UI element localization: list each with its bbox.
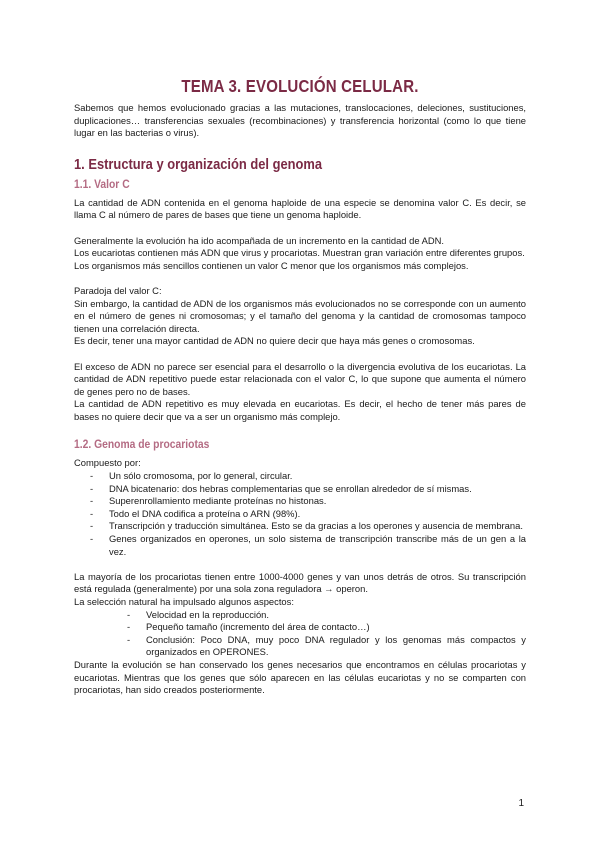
list-item: - Conclusión: Poco DNA, muy poco DNA regulador y los genomas más compactos y organizados en OPERONES.: [74, 634, 526, 659]
page-title: TEMA 3. EVOLUCIÓN CELULAR.: [181, 76, 419, 96]
list-item: - Velocidad en la reproducción.: [74, 609, 526, 622]
list-item: - Transcripción y traducción simultánea. Esto se da gracias a los operones y ausencia de membrana.: [74, 520, 526, 533]
composition-list: [74, 470, 526, 558]
paradox-label: Paradoja del valor C:: [74, 284, 162, 296]
page-number: 1: [518, 798, 524, 809]
paragraph: Es decir, tener una mayor cantidad de ADN no quiere decir que haya más genes o cromosomas.: [74, 335, 475, 347]
paragraph: Los organismos más sencillos contienen un valor C menor que los organismos más complejos.: [74, 259, 469, 271]
paragraph: La selección natural ha impulsado algunos aspectos:: [74, 596, 294, 607]
list-item: - DNA bicatenario: dos hebras complementarias que se enrollan alrededor de sí mismas.: [74, 483, 526, 496]
page-content: [74, 102, 526, 697]
section-1-2-heading: 1.2. Genoma de procariotas: [74, 437, 210, 452]
paragraph: Generalmente la evolución ha ido acompañada de un incremento en la cantidad de ADN.: [74, 234, 445, 246]
list-item: - Genes organizados en operones, un solo sistema de transcripción transcribe más de un gen a la vez.: [74, 533, 526, 558]
intro-paragraph: Sabemos que hemos evolucionado gracias a las mutaciones, translocaciones, deleciones, sustituciones, duplicaciones… transferencias sexuales (recombinaciones) y transferencia horizontal (como lo que tiene lugar en las bacterias o virus).: [74, 102, 526, 139]
composition-lead: Compuesto por:: [74, 457, 141, 469]
aspects-list: [74, 609, 526, 659]
paragraph: Los eucariotas contienen más ADN que virus y procariotas. Muestran gran variación entre diferentes grupos.: [74, 247, 525, 259]
list-item: - Todo el DNA codifica a proteína o ARN (98%).: [74, 508, 526, 521]
valor-c-definition: La cantidad de ADN contenida en el genoma haploide de una especie se denomina valor C. Es decir, se llama C al número de pares de bases que tiene un genoma haploide.: [74, 196, 526, 221]
paragraph: El exceso de ADN no parece ser esencial para el desarrollo o la divergencia evolutiva de los eucariotas. La cantidad de ADN repetitivo puede estar relacionada con el valor C, lo que supone que aumenta el número de genes pero no de bases.: [74, 360, 526, 397]
list-item: - Pequeño tamaño (incremento del área de contacto…): [74, 621, 526, 634]
section-1-heading: 1. Estructura y organización del genoma: [74, 155, 323, 173]
paragraph: La cantidad de ADN repetitivo es muy elevada en eucariotas. Es decir, el hecho de tener más pares de bases no quiere decir que va a ser un organismo más complejo.: [74, 398, 526, 422]
section-1-1-heading: 1.1. Valor C: [74, 176, 130, 191]
paragraph: Sin embargo, la cantidad de ADN de los organismos más evolucionados no se corresponde con un aumento en el número de genes ni cromosomas; y el tamaño del genoma y la cantidad de cromosomas tampoco tienen una correlación directa.: [74, 297, 526, 334]
paragraph: La mayoría de los procariotas tienen entre 1000-4000 genes y van unos detrás de otros. Su transcripción está regulada (generalmente) por una sola zona reguladora → operon.: [74, 570, 526, 595]
list-item: - Superenrollamiento mediante proteínas no histonas.: [74, 495, 526, 508]
list-item: - Un sólo cromosoma, por lo general, circular.: [74, 470, 526, 483]
paragraph: Durante la evolución se han conservado los genes necesarios que encontramos en células procariotas y eucariotas. Mientras que los genes que sólo aparecen en las células eucariotas y no se comparten con procariotas, han sido creados posteriormente.: [74, 658, 526, 696]
